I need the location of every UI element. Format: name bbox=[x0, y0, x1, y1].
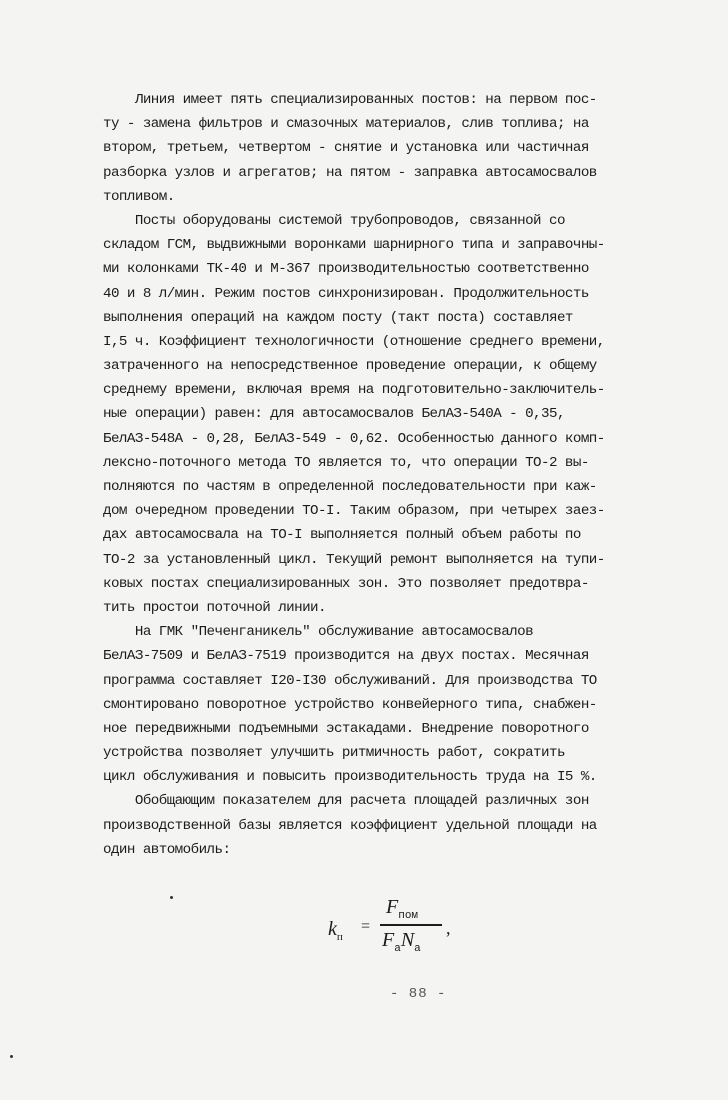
text-line: ное передвижными подъемными эстакадами. Внедрение поворотного bbox=[103, 720, 589, 737]
text-line: складом ГСМ, выдвижными воронками шарнирного типа и заправочны- bbox=[103, 237, 605, 254]
text-line: устройства позволяет улучшить ритмичность работ, сократить bbox=[103, 745, 565, 762]
formula-equals: = bbox=[361, 918, 371, 935]
text-line: втором, третьем, четвертом - снятие и установка или частичная bbox=[103, 140, 589, 157]
text-line: тить простои поточной линии. bbox=[103, 599, 326, 616]
text-line: ми колонками ТК-40 и М-367 производительностью соответственно bbox=[103, 261, 589, 278]
formula-lhs: $k_п$ bbox=[328, 918, 343, 943]
text-line: БелАЗ-7509 и БелАЗ-7519 производится на двух постах. Месячная bbox=[103, 648, 589, 665]
formula-denominator: $F_aN_a$ bbox=[382, 929, 421, 955]
text-line: Посты оборудованы системой трубопроводов, связанной со bbox=[103, 212, 565, 229]
text-line: БелАЗ-548А - 0,28, БелАЗ-549 - 0,62. Особенностью данного комп- bbox=[103, 430, 605, 447]
text-line: один автомобиль: bbox=[103, 841, 231, 858]
text-line: Линия имеет пять специализированных постов: на первом пос- bbox=[103, 92, 597, 108]
text-line: среднему времени, включая время на подготовительно-заключитель- bbox=[103, 382, 605, 399]
text-line: ту - замена фильтров и смазочных материалов, слив топлива; на bbox=[103, 116, 589, 133]
text-line: 40 и 8 л/мин. Режим постов синхронизирован. Продолжительность bbox=[103, 285, 589, 302]
text-line: На ГМК "Печенганикель" обслуживание автосамосвалов bbox=[103, 624, 534, 641]
text-line: производственной базы является коэффициент удельной площади на bbox=[103, 817, 597, 834]
page-number: - 88 - bbox=[390, 986, 447, 1002]
text-line: цикл обслуживания и повысить производительность труда на I5 %. bbox=[103, 769, 597, 786]
scan-speck bbox=[10, 1055, 13, 1058]
formula-numerator: $F_{пом}$ bbox=[386, 896, 419, 922]
text-line: ные операции) равен: для автосамосвалов БелАЗ-540А - 0,35, bbox=[103, 406, 565, 423]
text-line: дах автосамосвала на ТО-I выполняется полный объем работы по bbox=[103, 527, 581, 544]
text-line: I,5 ч. Коэффициент технологичности (отношение среднего времени, bbox=[103, 333, 605, 350]
text-line: Обобщающим показателем для расчета площадей различных зон bbox=[103, 793, 589, 810]
text-line: дом очередном проведении ТО-I. Таким образом, при четырех заез- bbox=[103, 503, 605, 520]
scan-speck bbox=[170, 896, 173, 899]
body-text bbox=[103, 88, 718, 862]
area-coefficient-formula bbox=[328, 896, 478, 966]
formula-comma: , bbox=[446, 918, 451, 938]
text-line: полняются по частям в определенной последовательности при каж- bbox=[103, 479, 597, 495]
text-line: выполнения операций на каждом посту (такт поста) составляет bbox=[103, 309, 573, 326]
text-line: программа составляет I20-I30 обслуживаний. Для производства ТО bbox=[103, 672, 597, 689]
text-line: ковых постах специализированных зон. Это позволяет предотвра- bbox=[103, 575, 589, 592]
text-line: затраченного на непосредственное проведение операции, к общему bbox=[103, 358, 597, 375]
text-line: разборка узлов и агрегатов; на пятом - заправка автосамосвалов bbox=[103, 164, 597, 181]
text-line: ТО-2 за установленный цикл. Текущий ремонт выполняется на тупи- bbox=[103, 551, 605, 568]
text-line: лексно-поточного метода ТО является то, что операции ТО-2 вы- bbox=[103, 454, 589, 471]
formula-fraction-bar bbox=[380, 924, 442, 926]
text-line: топливом. bbox=[103, 188, 175, 205]
text-line: смонтировано поворотное устройство конвейерного типа, снабжен- bbox=[103, 696, 597, 713]
